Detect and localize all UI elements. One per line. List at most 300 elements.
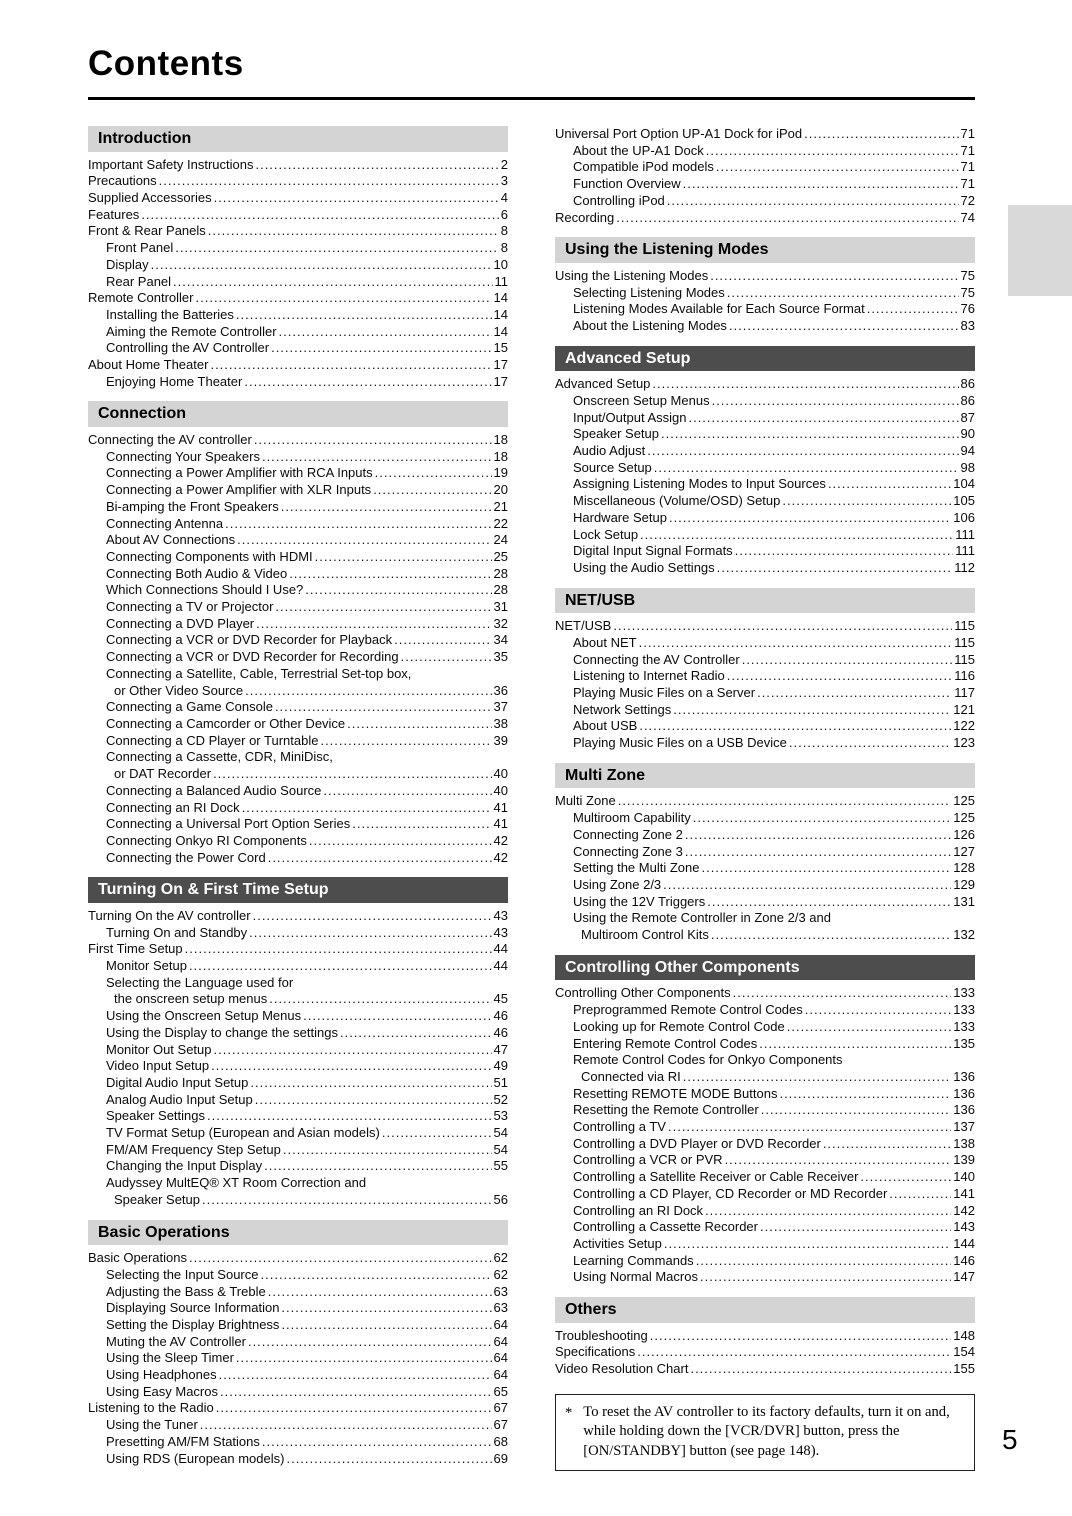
toc-entry-page: 132 [953, 927, 975, 943]
toc-leader-dots [262, 1434, 492, 1451]
toc-leader-dots [268, 1284, 492, 1301]
toc-leader-dots [663, 877, 951, 894]
toc-entry [555, 618, 975, 635]
toc-entry-page: 54 [493, 1125, 508, 1141]
toc-entry-label: Speaker Setup [573, 426, 660, 442]
section-header-multi-zone: Multi Zone [555, 763, 975, 789]
toc-entry-page: 18 [493, 432, 508, 448]
toc-leader-dots [701, 860, 951, 877]
toc-leader-dots [213, 766, 491, 783]
toc-entry [88, 649, 508, 666]
toc-entry-label: Source Setup [573, 459, 652, 475]
toc-leader-dots [828, 476, 951, 493]
toc-entry [88, 1092, 508, 1109]
toc-entry-label: About the UP-A1 Dock [573, 142, 704, 158]
toc-entry-label: Selecting the Language used for [106, 974, 294, 990]
toc-entry-label: Audio Adjust [573, 443, 646, 459]
toc-entry-label: Listening Modes Available for Each Source Format [573, 301, 865, 317]
toc-leader-dots [219, 1367, 492, 1384]
toc-entry-label: Monitor Out Setup [106, 1041, 212, 1057]
toc-leader-dots [225, 516, 491, 533]
toc-entry-page: 4 [500, 190, 508, 205]
toc-leader-dots [264, 1158, 491, 1175]
toc-entry [555, 543, 975, 560]
toc-entry [555, 393, 975, 410]
toc-leader-dots [244, 374, 491, 391]
toc-entry [555, 827, 975, 844]
toc-entry [555, 493, 975, 510]
toc-leader-dots [207, 1108, 492, 1125]
toc-entry-label: Video Resolution Chart [555, 1361, 689, 1377]
toc-entry [88, 991, 508, 1008]
toc-entry-page: 123 [953, 735, 975, 751]
toc-entry-page: 55 [493, 1158, 508, 1174]
toc-leader-dots [236, 307, 492, 324]
toc-entry-page: 22 [493, 515, 508, 531]
toc-entry [88, 207, 508, 224]
toc-entry-label: Connecting Onkyo RI Components [106, 832, 307, 848]
toc-entry-page: 17 [493, 357, 508, 373]
toc-leader-dots [667, 193, 959, 210]
title-divider [88, 97, 975, 100]
toc-entry-page: 139 [953, 1152, 975, 1168]
toc-entry-label: About Home Theater [88, 357, 209, 373]
toc-leader-dots [275, 699, 492, 716]
toc-entry-page: 64 [493, 1316, 508, 1332]
toc-entry-page: 105 [953, 493, 975, 509]
toc-entry [555, 527, 975, 544]
toc-entry [88, 766, 508, 783]
toc-entry-label: Compatible iPod models [573, 159, 714, 175]
toc-entry-page: 14 [493, 306, 508, 322]
toc-entry-page: 133 [953, 1002, 975, 1018]
section-header-advanced-setup: Advanced Setup [555, 346, 975, 372]
toc-entry-page: 72 [960, 192, 975, 208]
toc-leader-dots [214, 1042, 492, 1059]
toc-leader-dots [373, 482, 491, 499]
toc-entry-label: Listening to the Radio [88, 1400, 214, 1416]
toc-entry [88, 1367, 508, 1384]
toc-entry [555, 877, 975, 894]
toc-leader-dots [281, 1317, 491, 1334]
toc-entry-label: Connecting the Power Cord [106, 849, 266, 865]
toc-leader-dots [700, 1269, 951, 1286]
toc-leader-dots [262, 449, 492, 466]
toc-leader-dots [710, 268, 958, 285]
toc-entry-label: Using the Remote Controller in Zone 2/3 and [573, 910, 831, 926]
toc-entry-page: 17 [493, 373, 508, 389]
toc-entry-page: 41 [493, 816, 508, 832]
toc-entry-label: Connecting Your Speakers [106, 448, 260, 464]
toc-entry [555, 860, 975, 877]
toc-entry-page: 11 [494, 273, 508, 289]
toc-entry-page: 15 [493, 340, 508, 356]
toc-leader-dots [693, 810, 952, 827]
toc-entry [555, 1361, 975, 1378]
toc-leader-dots [683, 1069, 952, 1086]
toc-entry-label: Turning On the AV controller [88, 907, 251, 923]
toc-entry [555, 1328, 975, 1345]
toc-entry-label: About NET [573, 634, 637, 650]
toc-entry-label: Connecting a CD Player or Turntable [106, 732, 319, 748]
toc-entry-page: 49 [493, 1058, 508, 1074]
toc-entry-label: Multiroom Capability [573, 810, 691, 826]
toc-entry-page: 133 [953, 985, 975, 1001]
toc-leader-dots [254, 432, 492, 449]
toc-leader-dots [782, 493, 951, 510]
toc-entry-page: 111 [955, 526, 975, 542]
toc-entry-page: 137 [953, 1119, 975, 1135]
toc-entry-label: Connecting Antenna [106, 515, 224, 531]
toc-entry [88, 532, 508, 549]
toc-entry [555, 1236, 975, 1253]
toc-leader-dots [382, 1125, 492, 1142]
toc-entry [88, 307, 508, 324]
toc-entry-page: 71 [960, 126, 975, 141]
toc-leader-dots [261, 1267, 492, 1284]
toc-entry-page: 36 [493, 682, 508, 698]
toc-entry [555, 1086, 975, 1103]
toc-entry-page: 155 [953, 1361, 975, 1377]
toc-entry-label: Controlling a DVD Player or DVD Recorder [573, 1135, 821, 1151]
toc-entry-page: 21 [493, 498, 508, 514]
toc-leader-dots [253, 908, 492, 925]
toc-entry-page: 51 [493, 1074, 508, 1090]
toc-leader-dots [211, 1058, 491, 1075]
toc-entry-page: 34 [493, 632, 508, 648]
toc-leader-dots [286, 1451, 491, 1468]
toc-entry-page: 122 [953, 718, 975, 734]
toc-leader-dots [141, 207, 498, 224]
toc-entry-label: Front Panel [106, 240, 174, 256]
toc-leader-dots [759, 1036, 951, 1053]
toc-leader-dots [173, 274, 492, 291]
toc-entry [88, 816, 508, 833]
toc-entry-page: 71 [960, 159, 975, 175]
toc-entry-page: 43 [493, 907, 508, 923]
toc-entry-page: 53 [493, 1108, 508, 1124]
toc-leader-dots [189, 958, 492, 975]
reset-note-box [555, 1394, 975, 1472]
toc-leader-dots [249, 925, 491, 942]
toc-entry-page: 64 [493, 1333, 508, 1349]
toc-entry [88, 1284, 508, 1301]
toc-entry-label: Features [88, 206, 140, 222]
toc-entry-label: Playing Music Files on a USB Device [573, 735, 787, 751]
toc-leader-dots [742, 652, 953, 669]
toc-entry-label: Connecting Zone 2 [573, 826, 683, 842]
toc-entry [88, 290, 508, 307]
toc-entry [88, 749, 508, 766]
toc-leader-dots [787, 1019, 952, 1036]
toc-entry-page: 37 [493, 699, 508, 715]
toc-entry-label: Entering Remote Control Codes [573, 1035, 758, 1051]
toc-columns [88, 126, 975, 1471]
toc-entry-page: 19 [493, 465, 508, 481]
toc-leader-dots [320, 733, 491, 750]
toc-entry-label: Connecting Both Audio & Video [106, 565, 288, 581]
toc-entry-label: Using the Audio Settings [573, 559, 715, 575]
toc-entry-label: Connecting a TV or Projector [106, 599, 274, 615]
toc-entry-page: 71 [960, 142, 975, 158]
toc-entry [88, 223, 508, 240]
toc-entry-page: 98 [960, 459, 975, 475]
toc-entry [88, 340, 508, 357]
toc-entry [88, 783, 508, 800]
toc-leader-dots [255, 1092, 492, 1109]
toc-entry-label: Multi Zone [555, 793, 616, 809]
toc-entry [88, 1317, 508, 1334]
toc-entry [88, 599, 508, 616]
toc-entry [555, 443, 975, 460]
section-header-turning-on-first-time-setup: Turning On & First Time Setup [88, 877, 508, 903]
toc-leader-dots [712, 393, 959, 410]
toc-entry [88, 1350, 508, 1367]
toc-entry [88, 1175, 508, 1192]
toc-leader-dots [175, 240, 499, 257]
toc-entry [88, 733, 508, 750]
toc-leader-dots [394, 632, 491, 649]
toc-entry-label: Using Easy Macros [106, 1383, 218, 1399]
toc-entry-page: 104 [953, 476, 975, 492]
toc-leader-dots [151, 257, 492, 274]
toc-entry-label: Controlling a VCR or PVR [573, 1152, 723, 1168]
toc-entry [88, 1400, 508, 1417]
toc-entry [555, 1203, 975, 1220]
toc-entry [555, 460, 975, 477]
toc-entry [88, 1158, 508, 1175]
toc-entry-page: 140 [953, 1169, 975, 1185]
toc-entry-label: Connecting a VCR or DVD Recorder for Recording [106, 649, 399, 665]
toc-leader-dots [208, 223, 499, 240]
toc-entry-label: Changing the Input Display [106, 1158, 263, 1174]
toc-entry [555, 268, 975, 285]
toc-entry-page: 125 [953, 793, 975, 809]
toc-leader-dots [711, 927, 951, 944]
toc-leader-dots [668, 1119, 951, 1136]
toc-leader-dots [159, 173, 499, 190]
page-title: Contents [88, 44, 244, 83]
toc-entry [88, 683, 508, 700]
toc-leader-dots [640, 527, 953, 544]
toc-entry-label: Using Zone 2/3 [573, 876, 662, 892]
toc-entry-page: 42 [493, 849, 508, 865]
toc-entry [555, 1002, 975, 1019]
toc-entry-label: Connecting a Universal Port Option Series [106, 816, 351, 832]
toc-entry [88, 549, 508, 566]
toc-entry [555, 285, 975, 302]
toc-column-1 [88, 126, 508, 1467]
toc-entry-label: Playing Music Files on a Server [573, 685, 756, 701]
toc-entry [88, 1008, 508, 1025]
toc-leader-dots [673, 702, 951, 719]
toc-entry [88, 975, 508, 992]
toc-leader-dots [760, 1219, 951, 1236]
note-asterisk: * [565, 1404, 573, 1421]
note-text: To reset the AV controller to its factory defaults, turn it on and, while holding down the [VCR/DVR] button, press the [ON/STANDBY] button (see page 148). [583, 1403, 950, 1459]
toc-entry-page: 45 [493, 991, 508, 1007]
toc-leader-dots [669, 510, 951, 527]
toc-entry [555, 1269, 975, 1286]
toc-leader-dots [401, 649, 492, 666]
toc-entry-page: 24 [493, 532, 508, 548]
toc-leader-dots [652, 376, 958, 393]
toc-entry [555, 1036, 975, 1053]
toc-entry-page: 8 [500, 240, 508, 256]
toc-entry-page: 67 [493, 1417, 508, 1433]
toc-entry-page: 63 [493, 1300, 508, 1316]
toc-entry-page: 20 [493, 482, 508, 498]
toc-entry [88, 908, 508, 925]
toc-entry [555, 1169, 975, 1186]
toc-entry-label: Resetting REMOTE MODE Buttons [573, 1085, 778, 1101]
toc-leader-dots [647, 443, 958, 460]
toc-entry-page: 138 [953, 1135, 975, 1151]
toc-leader-dots [805, 1002, 952, 1019]
toc-entry [555, 1069, 975, 1086]
toc-entry [88, 190, 508, 207]
toc-entry [88, 582, 508, 599]
toc-entry-page: 41 [493, 799, 508, 815]
toc-entry-label: Which Connections Should I Use? [106, 582, 304, 598]
toc-entry-label: Function Overview [573, 176, 681, 192]
toc-entry [555, 1186, 975, 1203]
toc-entry [88, 324, 508, 341]
section-header-using-the-listening-modes: Using the Listening Modes [555, 237, 975, 263]
toc-leader-dots [690, 1361, 951, 1378]
toc-entry [555, 910, 975, 927]
toc-entry-page: 136 [953, 1068, 975, 1084]
toc-entry-label: Controlling iPod [573, 192, 665, 208]
toc-leader-dots [202, 1192, 492, 1209]
toc-entry [555, 844, 975, 861]
toc-entry-label: or Other Video Source [114, 682, 244, 698]
toc-entry-label: Connecting a Balanced Audio Source [106, 782, 322, 798]
toc-entry-page: 71 [960, 176, 975, 192]
toc-entry-label: Controlling the AV Controller [106, 340, 270, 356]
toc-leader-dots [214, 190, 499, 207]
toc-leader-dots [255, 157, 498, 174]
toc-entry [88, 1384, 508, 1401]
toc-leader-dots [220, 1384, 492, 1401]
toc-entry [88, 257, 508, 274]
toc-entry-label: Turning On and Standby [106, 924, 248, 940]
toc-entry [555, 810, 975, 827]
toc-entry-page: 40 [493, 782, 508, 798]
page-number: 5 [1002, 1424, 1018, 1455]
toc-entry [88, 516, 508, 533]
toc-leader-dots [281, 1300, 491, 1317]
toc-entry-page: 54 [493, 1141, 508, 1157]
toc-entry-label: Display [106, 256, 149, 272]
toc-leader-dots [250, 1075, 491, 1092]
toc-entry-label: or DAT Recorder [114, 766, 212, 782]
toc-leader-dots [727, 285, 959, 302]
section-header-controlling-other-components: Controlling Other Components [555, 955, 975, 981]
toc-entry [88, 374, 508, 391]
toc-entry [88, 632, 508, 649]
toc-entry-label: Controlling Other Components [555, 985, 731, 1001]
toc-leader-dots [761, 1102, 952, 1119]
toc-entry-label: Hardware Setup [573, 509, 667, 525]
toc-entry-page: 44 [493, 958, 508, 974]
toc-leader-dots [242, 800, 492, 817]
toc-entry-page: 74 [960, 209, 975, 225]
toc-entry [88, 1451, 508, 1468]
toc-entry-label: Digital Audio Input Setup [106, 1074, 249, 1090]
toc-leader-dots [279, 324, 492, 341]
toc-entry-page: 117 [954, 685, 975, 701]
toc-entry [88, 1334, 508, 1351]
toc-entry-label: Important Safety Instructions [88, 156, 254, 172]
toc-entry-label: Displaying Source Information [106, 1300, 280, 1316]
toc-entry-page: 28 [493, 582, 508, 598]
toc-entry-page: 127 [953, 843, 975, 859]
toc-entry [88, 1300, 508, 1317]
toc-entry [88, 1058, 508, 1075]
toc-entry-label: Front & Rear Panels [88, 223, 206, 239]
toc-entry-label: Installing the Batteries [106, 306, 234, 322]
toc-leader-dots [303, 1008, 491, 1025]
toc-entry-page: 40 [493, 766, 508, 782]
toc-entry-label: Audyssey MultEQ® XT Room Correction and [106, 1175, 367, 1191]
toc-entry [555, 560, 975, 577]
toc-entry-label: FM/AM Frequency Step Setup [106, 1141, 281, 1157]
toc-entry-page: 111 [955, 543, 975, 559]
toc-entry-page: 86 [960, 376, 975, 392]
toc-entry-page: 52 [493, 1091, 508, 1107]
toc-entry-label: Connecting a Cassette, CDR, MiniDisc, [106, 749, 333, 765]
toc-entry-label: Precautions [88, 173, 157, 189]
toc-entry-page: 136 [953, 1102, 975, 1118]
toc-entry-page: 39 [493, 732, 508, 748]
toc-entry-page: 18 [493, 448, 508, 464]
toc-leader-dots [639, 718, 951, 735]
toc-entry-label: Using the Tuner [106, 1417, 198, 1433]
toc-entry-page: 76 [960, 301, 975, 317]
toc-entry [555, 301, 975, 318]
toc-entry [88, 432, 508, 449]
toc-entry [555, 718, 975, 735]
toc-entry-label: Recording [555, 209, 615, 225]
toc-entry-page: 64 [493, 1350, 508, 1366]
toc-entry-page: 142 [953, 1202, 975, 1218]
toc-leader-dots [618, 793, 952, 810]
toc-entry-label: Controlling a CD Player, CD Recorder or MD Recorder [573, 1185, 888, 1201]
toc-entry-label: Controlling a Satellite Receiver or Cable Receiver [573, 1169, 859, 1185]
toc-leader-dots [823, 1136, 951, 1153]
toc-leader-dots [236, 1350, 492, 1367]
toc-entry-page: 125 [953, 810, 975, 826]
toc-entry-page: 65 [493, 1383, 508, 1399]
toc-entry [555, 1102, 975, 1119]
toc-entry-label: Listening to Internet Radio [573, 668, 725, 684]
toc-column-2 [555, 126, 975, 1471]
toc-entry [88, 1075, 508, 1092]
toc-entry [88, 1250, 508, 1267]
toc-entry-page: 32 [493, 615, 508, 631]
toc-entry-page: 64 [493, 1367, 508, 1383]
toc-leader-dots [616, 210, 958, 227]
toc-leader-dots [196, 290, 492, 307]
toc-entry-label: Resetting the Remote Controller [573, 1102, 759, 1118]
toc-entry-label: Using Normal Macros [573, 1269, 698, 1285]
toc-entry-label: Monitor Setup [106, 958, 187, 974]
toc-entry-page: 143 [953, 1219, 975, 1235]
toc-entry [555, 668, 975, 685]
toc-leader-dots [757, 685, 952, 702]
toc-entry-page: 131 [953, 893, 975, 909]
